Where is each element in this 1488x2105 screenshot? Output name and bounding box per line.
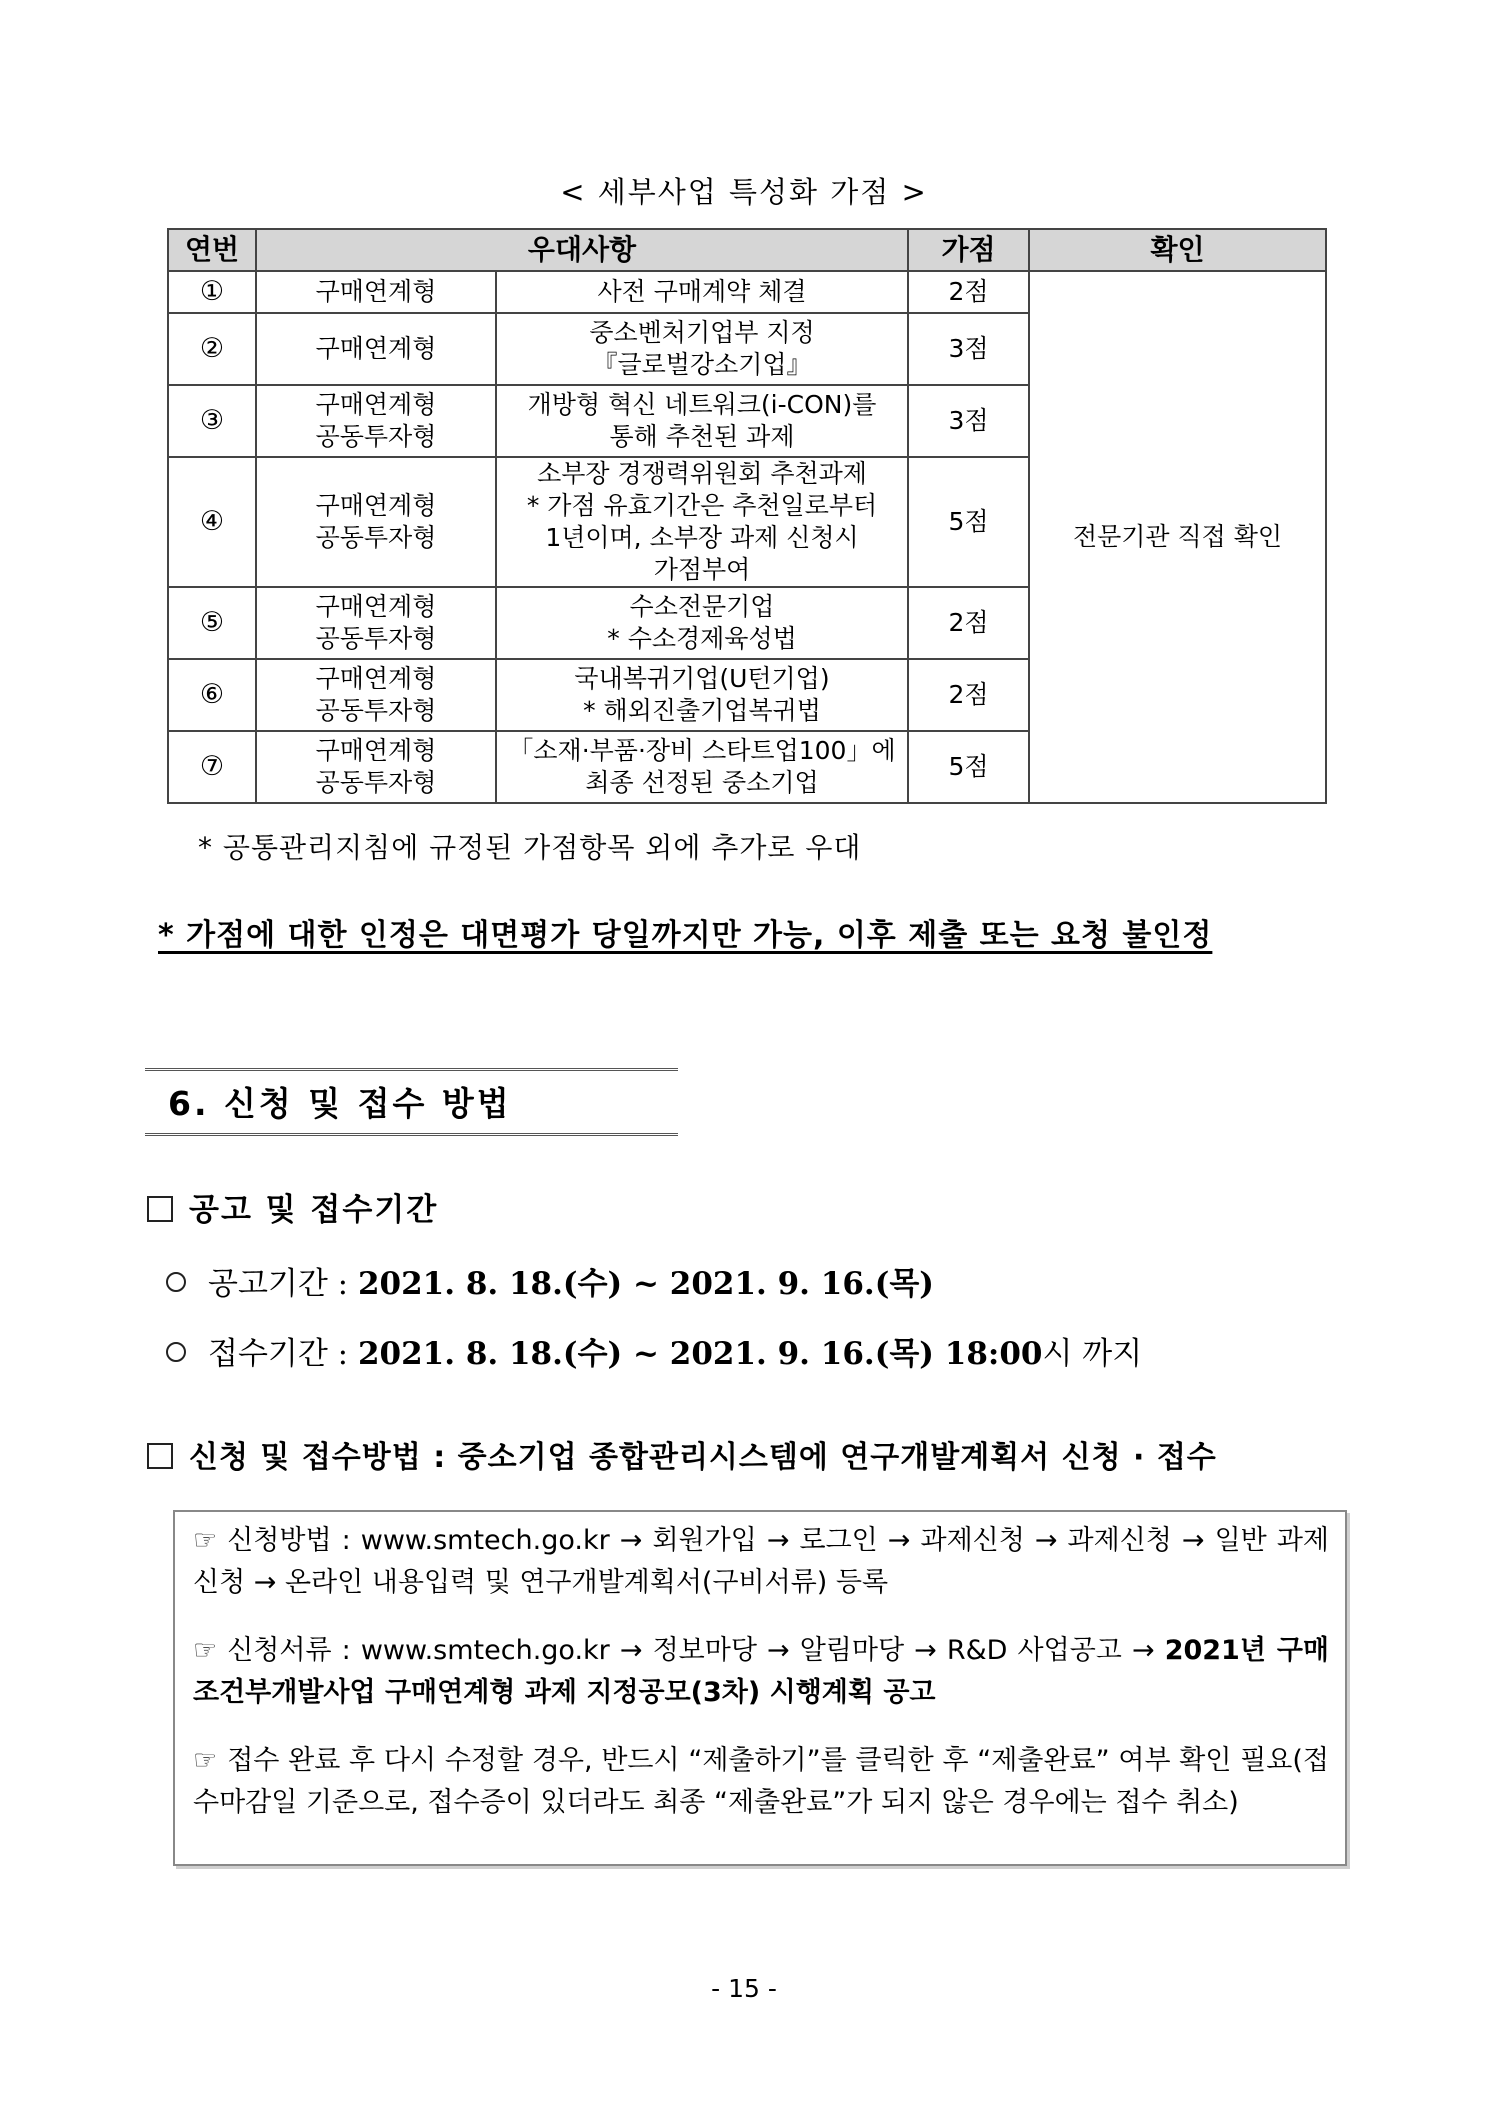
row-type: 구매연계형 공동투자형 <box>256 587 496 659</box>
row-no: ④ <box>168 457 256 587</box>
pointing-hand-icon: ☞ <box>193 1635 218 1666</box>
row-no: ② <box>168 313 256 385</box>
row-desc: 국내복귀기업(U턴기업) * 해외진출기업복귀법 <box>496 659 908 731</box>
row-desc: 개방형 혁신 네트워크(i-CON)를 통해 추천된 과제 <box>496 385 908 457</box>
receipt-period: 접수기간 : 2021. 8. 18.(수) ~ 2021. 9. 16.(목) 18:00시 까지 <box>166 1328 1142 1373</box>
header-points: 가점 <box>908 229 1029 271</box>
row-points: 2점 <box>908 587 1029 659</box>
header-no: 연번 <box>168 229 256 271</box>
row-desc: 수소전문기업 * 수소경제육성법 <box>496 587 908 659</box>
row-type: 구매연계형 공동투자형 <box>256 731 496 803</box>
row-desc: 중소벤처기업부 지정 『글로벌강소기업』 <box>496 313 908 385</box>
info-item-documents: ☞ 신청서류 : www.smtech.go.kr → 정보마당 → 알림마당 → R&D 사업공고 → 2021년 구매조건부개발사업 구매연계형 과제 지정공모(3차) 시행계획 공고 <box>193 1635 1329 1708</box>
row-no: ⑦ <box>168 731 256 803</box>
header-preference: 우대사항 <box>256 229 908 271</box>
row-type: 구매연계형 공동투자형 <box>256 385 496 457</box>
info-item-method: ☞ 신청방법 : www.smtech.go.kr → 회원가입 → 로그인 → 과제신청 → 과제신청 → 일반 과제 신청 → 온라인 내용입력 및 연구개발계획서(구비서류) 등록 <box>193 1525 1329 1598</box>
row-points: 2점 <box>908 271 1029 313</box>
row-desc: 사전 구매계약 체결 <box>496 271 908 313</box>
method-heading: 신청 및 접수방법 : 중소기업 종합관리시스템에 연구개발계획서 신청 · 접수 <box>147 1432 1217 1476</box>
row-desc: 소부장 경쟁력위원회 추천과제 * 가점 유효기간은 추천일로부터 1년이며, 소부장 과제 신청시 가점부여 <box>496 457 908 587</box>
confirm-cell: 전문기관 직접 확인 <box>1029 271 1326 803</box>
row-type: 구매연계형 공동투자형 <box>256 457 496 587</box>
pointing-hand-icon: ☞ <box>193 1745 218 1776</box>
row-points: 5점 <box>908 731 1029 803</box>
row-desc: 「소재·부품·장비 스타트업100」에 최종 선정된 중소기업 <box>496 731 908 803</box>
row-points: 3점 <box>908 313 1029 385</box>
circle-bullet-icon <box>166 1342 186 1362</box>
section-title: 6. 신청 및 접수 방법 <box>168 1084 512 1123</box>
announce-period: 공고기간 : 2021. 8. 18.(수) ~ 2021. 9. 16.(목) <box>166 1258 934 1303</box>
row-type: 구매연계형 <box>256 271 496 313</box>
table-footnote: * 공통관리지침에 규정된 가점항목 외에 추가로 우대 <box>198 831 862 864</box>
page-number: - 15 - <box>711 1974 777 2003</box>
checkbox-icon <box>147 1196 173 1222</box>
table-header-row <box>168 229 1326 271</box>
row-no: ① <box>168 271 256 313</box>
table-caption: < 세부사업 특성화 가점 > <box>560 175 928 209</box>
checkbox-icon <box>147 1443 173 1469</box>
table-row <box>168 271 1326 313</box>
row-points: 5점 <box>908 457 1029 587</box>
row-no: ⑤ <box>168 587 256 659</box>
row-no: ③ <box>168 385 256 457</box>
bonus-points-table <box>167 228 1327 804</box>
circle-bullet-icon <box>166 1272 186 1292</box>
row-points: 2점 <box>908 659 1029 731</box>
info-item-notice: ☞ 접수 완료 후 다시 수정할 경우, 반드시 “제출하기”를 클릭한 후 “제출완료” 여부 확인 필요(접수마감일 기준으로, 접수증이 있더라도 최종 “제출완료”가 되지 않은 경우에는 접수 취소) <box>193 1745 1329 1818</box>
row-points: 3점 <box>908 385 1029 457</box>
pointing-hand-icon: ☞ <box>193 1525 218 1556</box>
row-type: 구매연계형 <box>256 313 496 385</box>
header-confirm: 확인 <box>1029 229 1326 271</box>
row-no: ⑥ <box>168 659 256 731</box>
application-info-box <box>173 1510 1347 1866</box>
row-type: 구매연계형 공동투자형 <box>256 659 496 731</box>
period-heading: 공고 및 접수기간 <box>147 1184 438 1229</box>
bonus-notice: * 가점에 대한 인정은 대면평가 당일까지만 가능, 이후 제출 또는 요청 불인정 <box>158 918 1213 953</box>
